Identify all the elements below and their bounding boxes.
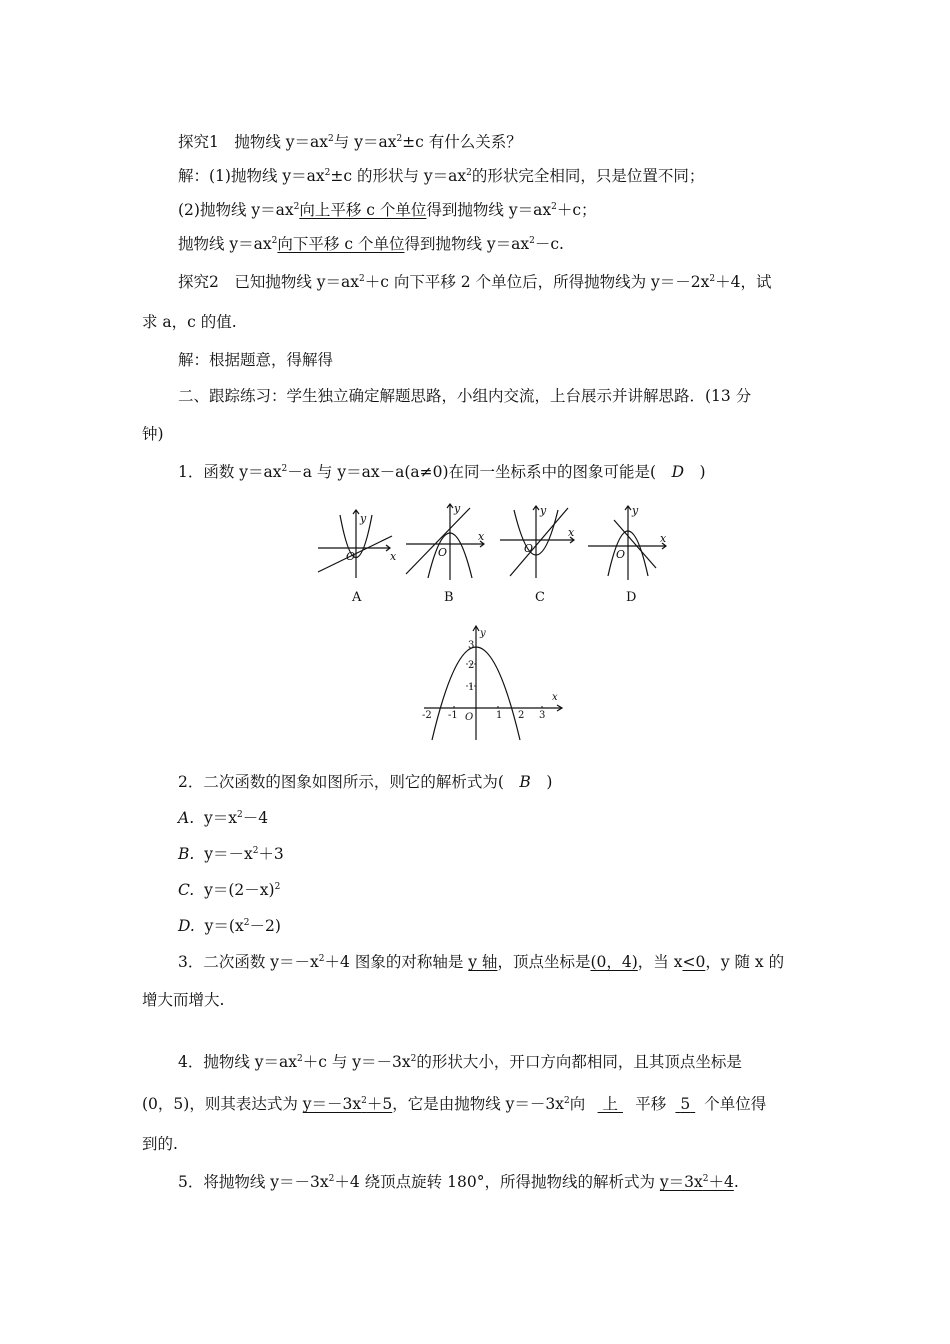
q1-text: 1．函数 $y=ax^2-a$ 与 y＝ax－a(a≠0)在同一坐标系中的图象可能是( D ) bbox=[178, 463, 706, 481]
tick-y-3: 3 bbox=[468, 640, 475, 651]
q1-option-a-label: A bbox=[352, 590, 362, 605]
graph-option-b bbox=[406, 504, 484, 580]
q1-options-figure bbox=[310, 500, 670, 610]
q2-option-d: D. $y=(x^2-2)$ bbox=[178, 917, 281, 935]
q4-text-line2: (0，5)，则其表达式为 $y=-3x^2+5$，它是由抛物线 $y=-3x^2$向 上 平移 5 个单位得 bbox=[142, 1095, 767, 1113]
origin-label: O bbox=[465, 712, 474, 723]
axis-y-label-b: y bbox=[454, 502, 461, 515]
q1-option-b-label: B bbox=[444, 590, 454, 605]
q2-option-c: C. $y=(2-x)^2$ bbox=[178, 881, 281, 899]
q2-option-b: B. $y=-x^2+3$ bbox=[178, 845, 284, 863]
q1-option-d-label: D bbox=[626, 590, 637, 605]
q2-parabola-figure bbox=[418, 622, 568, 744]
origin-label-d: O bbox=[616, 548, 626, 561]
q2-answer: B bbox=[519, 773, 531, 791]
axis-y-label-c: y bbox=[540, 504, 547, 517]
axis-x-label-c: x bbox=[568, 526, 575, 539]
tick-x-neg1: -1 bbox=[448, 710, 458, 721]
axis-y-label: y bbox=[480, 628, 486, 639]
explore2-answer: 解：根据题意，得解得 bbox=[178, 351, 334, 369]
axis-x-label-d: x bbox=[660, 532, 667, 545]
origin-label-b: O bbox=[438, 546, 448, 559]
axis-x-label: x bbox=[552, 692, 558, 703]
explore1-question: 探究1 抛物线 $y=ax^2$与 $y=ax^2\pm c$ 有什么关系？ bbox=[178, 133, 522, 151]
q2-option-a: A. $y=x^2-4$ bbox=[178, 809, 269, 827]
explore1-answer-3: 抛物线 $y=ax^2$向下平移 c 个单位得到抛物线 $y=ax^2-c$. bbox=[178, 235, 564, 253]
graph-option-a bbox=[318, 510, 392, 578]
q1-answer: D bbox=[671, 463, 685, 481]
q4-text: 4．抛物线 $y=ax^2+c$ 与 $y=-3x^2$的形状大小，开口方向都相同，且其顶点坐标是 bbox=[178, 1053, 742, 1071]
section2-heading-line2: 钟) bbox=[142, 425, 164, 443]
explore2-question-line2: 求 a，c 的值. bbox=[142, 313, 237, 331]
axis-x-label-b: x bbox=[478, 530, 485, 543]
tick-x-2: 2 bbox=[518, 710, 525, 721]
explore1-answer-2: (2)抛物线 $y=ax^2$向上平移 c 个单位得到抛物线 $y=ax^2+c$； bbox=[178, 201, 597, 219]
origin-label-c: O bbox=[524, 542, 534, 555]
tick-x-1: 1 bbox=[496, 710, 503, 721]
q3-text-line2: 增大而增大. bbox=[142, 991, 225, 1009]
axis-x-label-a: x bbox=[390, 550, 397, 563]
origin-label-a: O bbox=[346, 550, 356, 563]
tick-y-2: 2 bbox=[468, 660, 475, 671]
q1-option-c-label: C bbox=[535, 590, 545, 605]
explore2-question: 探究2 已知抛物线 $y=ax^2+c$ 向下平移 2 个单位后，所得抛物线为 $y=-2x^2+4$，试 bbox=[178, 273, 772, 291]
q4-text-line3: 到的. bbox=[142, 1135, 178, 1153]
q5-text: 5．将抛物线 $y=-3x^2+4$ 绕顶点旋转 180°，所得抛物线的解析式为 $y=3x^2+4$. bbox=[178, 1173, 739, 1191]
graph-option-c bbox=[500, 506, 574, 578]
q3-text: 3．二次函数 $y=-x^2+4$ 图象的对称轴是 y 轴，顶点坐标是(0，4)，当 x<0，y 随 x 的 bbox=[178, 953, 785, 971]
axis-y-label-d: y bbox=[632, 504, 639, 517]
explore1-answer-1: 解：(1)抛物线 $y=ax^2\pm c$ 的形状与 $y=ax^2$的形状完全相同，只是位置不同； bbox=[178, 167, 705, 185]
graph-option-d bbox=[588, 506, 666, 580]
tick-x-neg2: -2 bbox=[422, 710, 432, 721]
axis-y-label-a: y bbox=[360, 512, 367, 525]
tick-y-1: 1 bbox=[468, 682, 475, 693]
section2-heading: 二、跟踪练习：学生独立确定解题思路，小组内交流，上台展示并讲解思路．(13 分 bbox=[178, 387, 752, 405]
q2-text: 2．二次函数的图象如图所示，则它的解析式为( B ) bbox=[178, 773, 553, 791]
tick-x-3: 3 bbox=[539, 710, 546, 721]
